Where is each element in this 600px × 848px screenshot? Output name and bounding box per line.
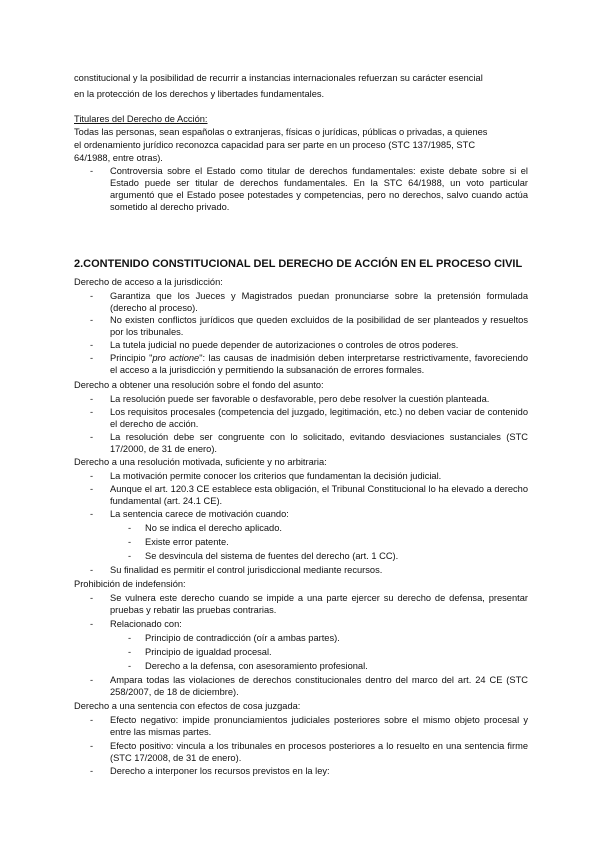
list-item-text: Principio de igualdad procesal. [145,647,272,657]
dash-bullet: - [90,340,94,350]
paragraph-line: 64/1988, entre otras). [74,153,163,163]
list-item-text: Derecho a la defensa, con asesoramiento profesional. [145,661,368,671]
list-item-text: La sentencia carece de motivación cuando: [110,509,289,519]
dash-bullet: - [90,509,94,519]
dash-bullet: - [90,766,94,776]
list-item-text: Efecto negativo: impide pronunciamientos judiciales posteriores sobre el mismo objeto procesal y entre las mismas partes. [110,715,528,737]
dash-bullet: - [90,471,94,481]
list-item-text: Los requisitos procesales (competencia del juzgado, legitimación, etc.) no deben vaciar de contenido el derecho de acción. [110,407,528,429]
list-item-text: Relacionado con: [110,619,182,629]
dash-bullet: - [90,675,94,685]
list-item-text: Su finalidad es permitir el control jurisdiccional mediante recursos. [110,565,383,575]
dash-bullet: - [90,315,94,325]
pro-actione-term: pro actione [152,353,200,363]
subsection-heading: Derecho de acceso a la jurisdicción: [74,277,223,287]
list-item-text: Existe error patente. [145,537,229,547]
list-item-text: Principio de contradicción (oír a ambas partes). [145,633,340,643]
list-item-text: No se indica el derecho aplicado. [145,523,282,533]
titulares-heading: Titulares del Derecho de Acción: [74,114,208,124]
dash-bullet: - [90,394,94,404]
list-item-text: Ampara todas las violaciones de derechos constitucionales dentro del marco del art. 24 CE (STC 258/2007, de 18 de diciembre). [110,675,528,697]
dash-bullet: - [128,633,132,643]
list-item-text: Derecho a interponer los recursos previstos en la ley: [110,766,330,776]
intro-line: en la protección de los derechos y libertades fundamentales. [74,89,325,99]
subsection-heading: Derecho a una sentencia con efectos de cosa juzgada: [74,701,301,711]
subsection-heading: Derecho a obtener una resolución sobre el fondo del asunto: [74,380,324,390]
paragraph-line: Todas las personas, sean españolas o extranjeras, físicas o jurídicas, públicas o privadas, a quienes [74,127,488,137]
list-item-text: No existen conflictos jurídicos que queden excluidos de la posibilidad de ser planteados y resueltos por los tribunales. [110,315,528,337]
dash-bullet: - [90,593,94,603]
dash-bullet: - [90,166,94,176]
list-item-text: Se desvincula del sistema de fuentes del derecho (art. 1 CC). [145,551,399,561]
list-item-text: Garantiza que los Jueces y Magistrados puedan pronunciarse sobre la pretensión formulada (derecho al proceso). [110,291,528,313]
list-item-text: Se vulnera este derecho cuando se impide a una parte ejercer su derecho de defensa, presentar pruebas y rebatir las pruebas contrarias. [110,593,528,615]
paragraph-line: el ordenamiento jurídico reconozca capacidad para ser parte en un proceso (STC 137/1985, STC [74,140,476,150]
list-item-text: La resolución puede ser favorable o desfavorable, pero debe resolver la cuestión planteada. [110,394,490,404]
dash-bullet: - [90,407,94,417]
list-item-text: Efecto positivo: vincula a los tribunales en procesos posteriores a lo resuelto en una sentencia firme (STC 17/2008, de 31 de enero). [110,741,528,763]
dash-bullet: - [128,661,132,671]
list-item-text: La resolución debe ser congruente con lo solicitado, evitando desviaciones sustanciales (STC 17/2000, de 31 de enero). [110,432,528,454]
subsection-heading: Derecho a una resolución motivada, suficiente y no arbitraria: [74,457,327,467]
list-item-text: Controversia sobre el Estado como titular de derechos fundamentales: existe debate sobre si el Estado puede ser titular de derechos fundamentales. En la STC 64/1988, un voto particular argumentó que el Estado posee potestades y competencias, pero no derechos, salvo cuando actúa sometido al derecho privado. [110,166,528,212]
dash-bullet: - [90,432,94,442]
dash-bullet: - [90,353,94,363]
dash-bullet: - [90,484,94,494]
list-item-text: La tutela judicial no puede depender de autorizaciones o controles de otros poderes. [110,340,459,350]
principle-prefix: Principio " [110,353,153,363]
dash-bullet: - [90,741,94,751]
section-title: 2.CONTENIDO CONSTITUCIONAL DEL DERECHO DE ACCIÓN EN EL PROCESO CIVIL [74,258,523,270]
dash-bullet: - [128,537,132,547]
dash-bullet: - [90,565,94,575]
dash-bullet: - [128,647,132,657]
dash-bullet: - [128,523,132,533]
subsection-heading: Prohibición de indefensión: [74,579,186,589]
dash-bullet: - [90,619,94,629]
list-item-text: Aunque el art. 120.3 CE establece esta obligación, el Tribunal Constitucional lo ha elevado a derecho fundamental (art. 24.1 CE). [110,484,528,506]
principle-description: ": las causas de inadmisión deben interpretarse restrictivamente, favoreciendo el acceso a la jurisdicción y permitiendo la subsanación de errores formales. [110,353,529,375]
dash-bullet: - [90,291,94,301]
dash-bullet: - [128,551,132,561]
list-item-text [110,352,528,376]
list-item-text: La motivación permite conocer los criterios que fundamentan la decisión judicial. [110,471,442,481]
intro-line: constitucional y la posibilidad de recurrir a instancias internacionales refuerzan su carácter esencial [74,73,483,83]
dash-bullet: - [90,715,94,725]
